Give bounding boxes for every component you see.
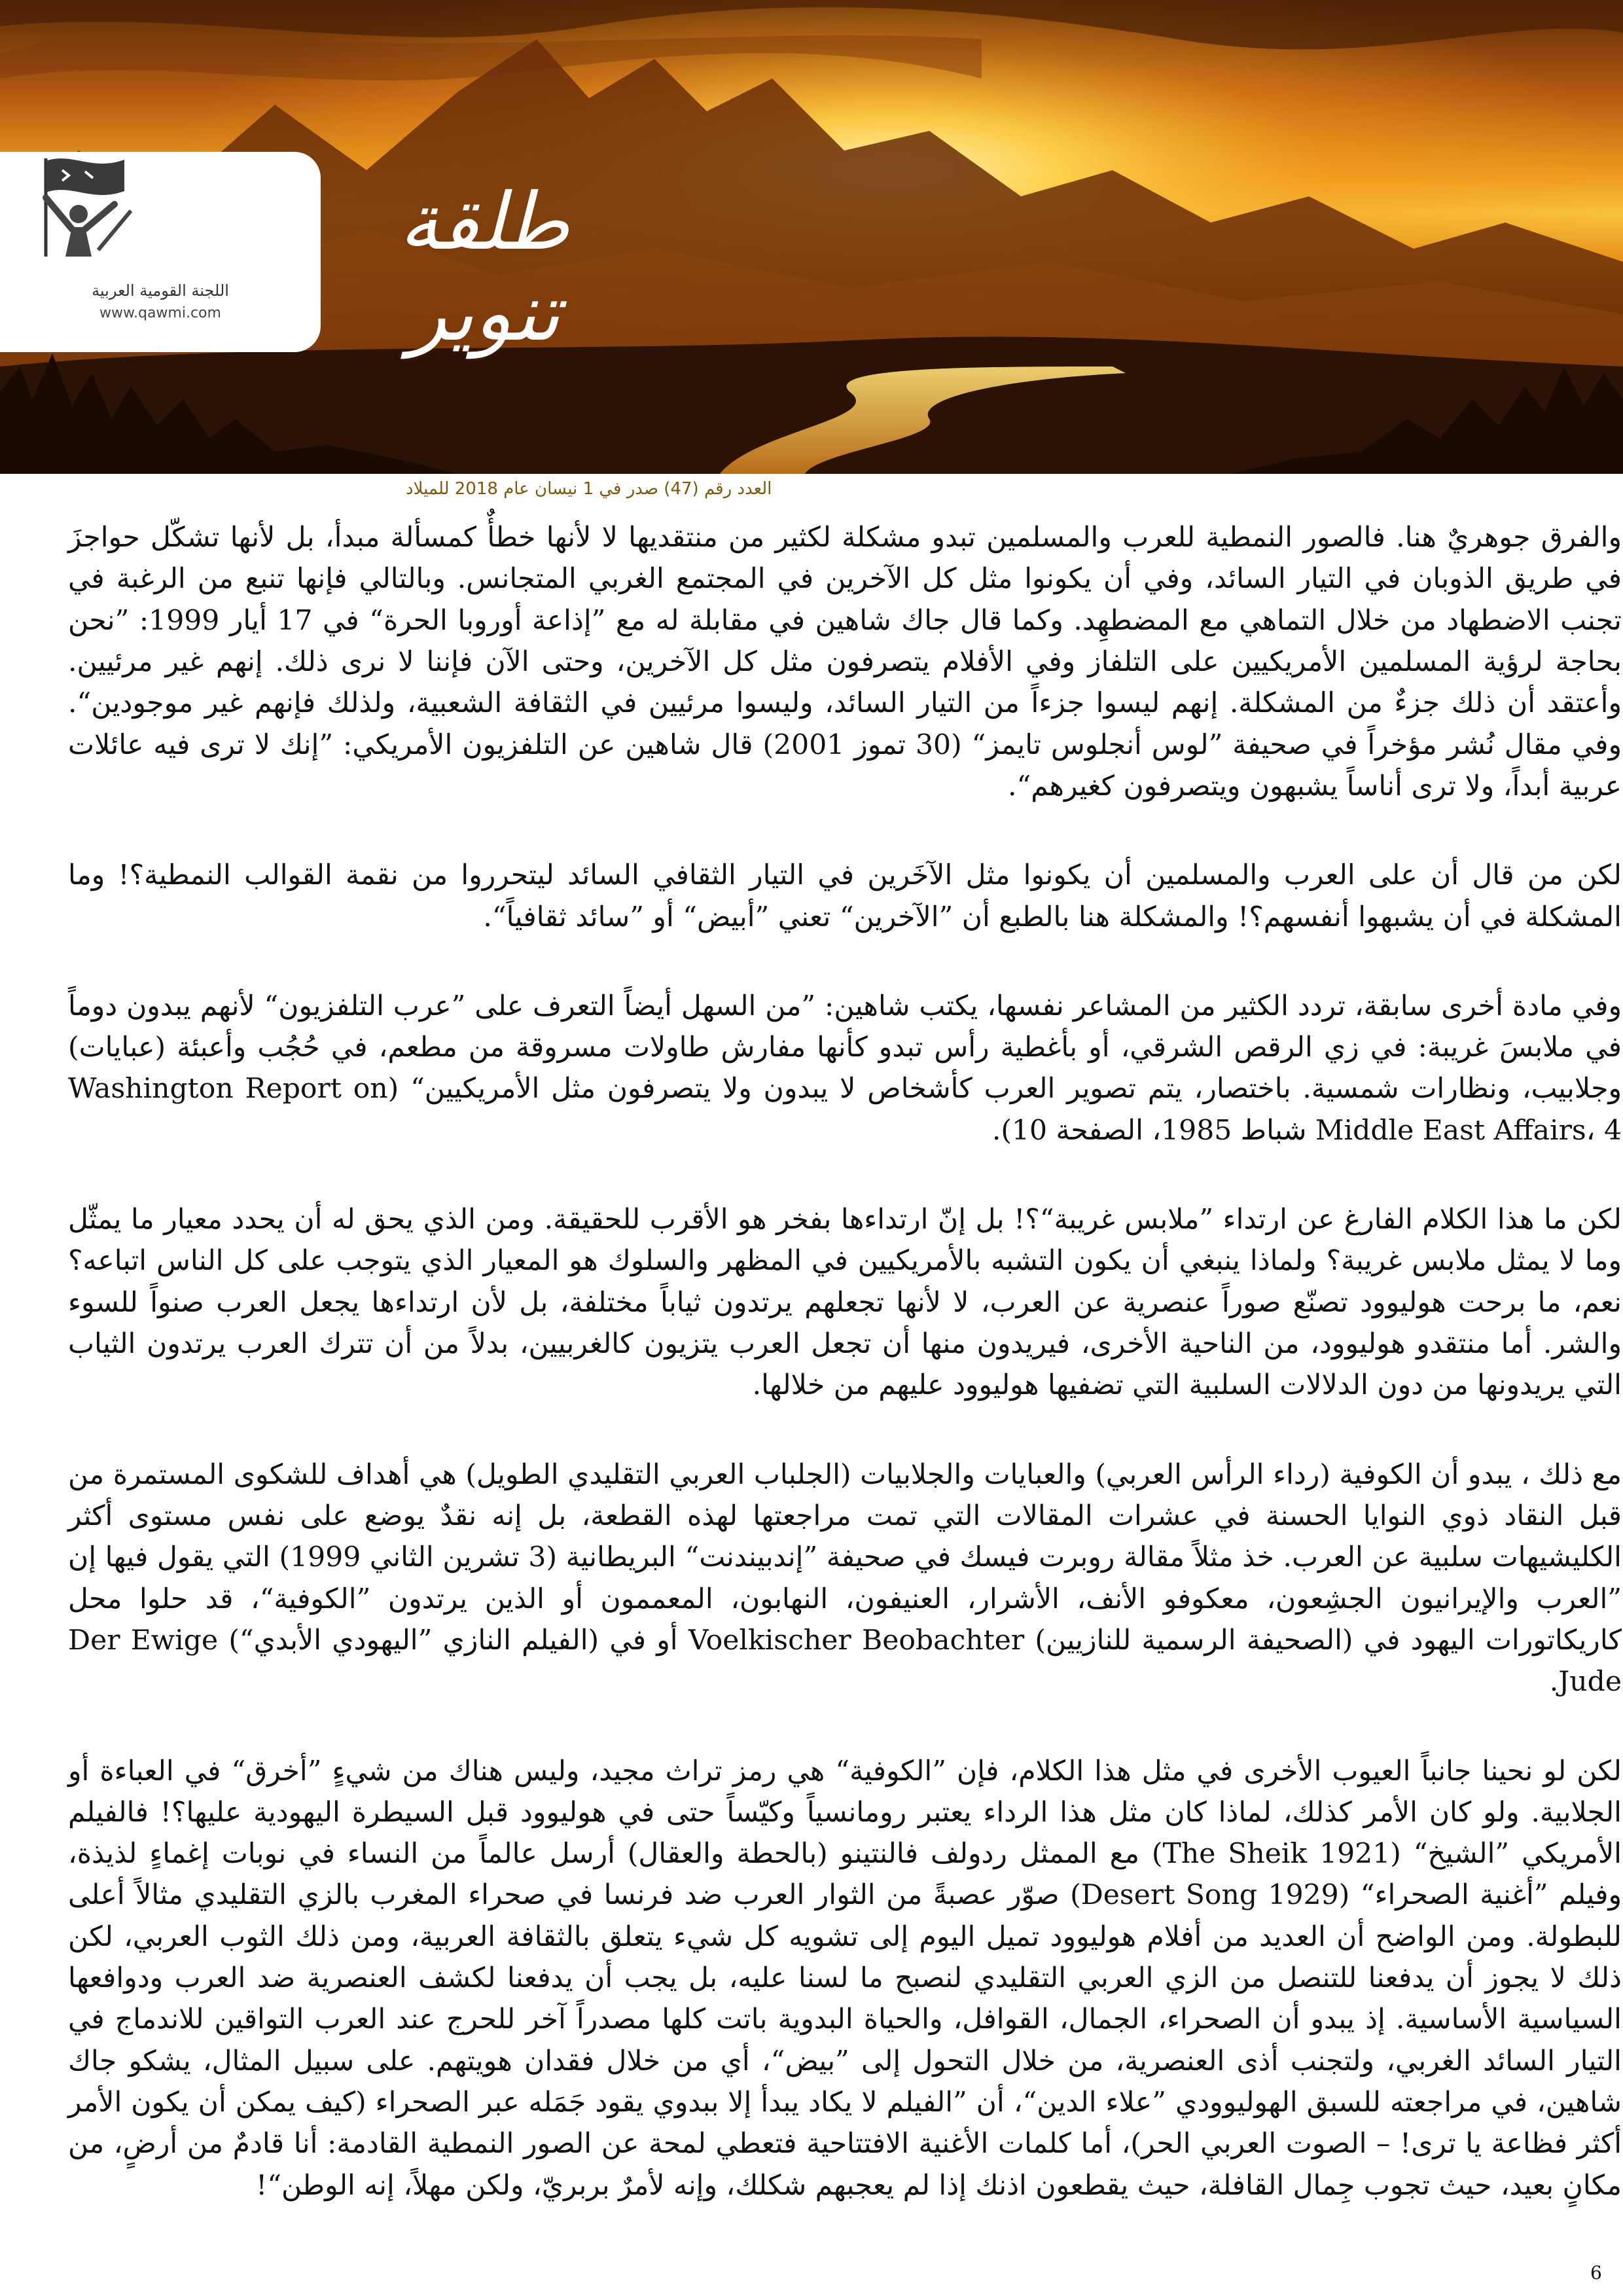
article-body <box>68 517 1622 2254</box>
logo-panel <box>0 152 321 352</box>
article-paragraph: لكن لو نحينا جانباً العيوب الأخرى في مثل هذا الكلام، فإن ”الكوفية“ هي رمز تراث مجيد، وليس هناك من شيءٍ ”أخرق“ في العباءة أو الجلابية. ولو كان الأمر كذلك، لماذا كان مثل هذا الرداء يعتبر رومانسياً وكيّساً حتى في هوليوود قبل السيطرة اليهودية عليها؟! فالفيلم الأمريكي ”الشيخ“ (The Sheik 1921) مع الممثل ردولف فالنتينو (بالحطة والعقال) أرسل عالماً من النساء في نوبات إغماءٍ لذيذة، وفيلم ”أغنية الصحراء“ (Desert Song 1929) صوّر عصبةً من الثوار العرب ضد فرنسا في صحراء المغرب بالزي التقليدي مثالاً أعلى للبطولة. ومن الواضح أن العديد من أفلام هوليوود تميل اليوم إلى تشويه كل شيء يتعلق بالثقافة العربية، ومن ذلك الثوب العربي، لكن ذلك لا يجوز أن يدفعنا للتنصل من الزي العربي التقليدي لنصبح ما لسنا عليه، بل يجب أن يدفعنا لكشف العنصرية ضد العرب ودوافعها السياسية الأساسية. إذ يبدو أن الصحراء، الجمال، القوافل، والحياة البدوية باتت كلها مصدراً آخر للحرج عند العرب التواقين للاندماج في التيار السائد الغربي، ولتجنب أذى العنصرية، من خلال التحول إلى ”بيض“، أي من خلال فقدان هويتهم. على سبيل المثال، يشكو جاك شاهين، في مراجعته للسبق الهوليوودي ”علاء الدين“، أن ”الفيلم لا يكاد يبدأ إلا ببدوي يقود جَمَله عبر الصحراء (كيف يمكن أن يكون الأمر أكثر فظاعة يا ترى! – الصوت العربي الحر)، أما كلمات الأغنية الافتتاحية فتعطي لمحة عن الصور النمطية القادمة: أنا قادمٌ من أرضٍ، من مكانٍ بعيد، حيث تجوب جِمال القافلة، حيث يقطعون اذنك إذا لم يعجبهم شكلك، وإنه لأمرٌ بربريّ، ولكن مهلاً، إنه الوطن“! <box>68 1755 1622 2202</box>
article-paragraph: وفي مادة أخرى سابقة، تردد الكثير من المشاعر نفسها، يكتب شاهين: ”من السهل أيضاً التعرف على ”عرب التلفزيون“ لأنهم يبدون دوماً في ملابسَ غريبة: في زي الرقص الشرقي، أو بأغطية رأس تبدو كأنها مفارش طاولات مسروقة من مطعم، في حُجُب وأعبئة (عبايات) وجلابيب، ونظارات شمسية. باختصار، يتم تصوير العرب كأشخاص لا يبدون ولا يتصرفون مثل الأمريكيين“ (Washington Report on Middle East Affairs، 4 شباط 1985، الصفحة 10). <box>68 990 1622 1147</box>
logo-website: www.qawmi.com <box>99 305 221 321</box>
publication-title: طلقة تنوير <box>399 177 570 359</box>
article-paragraph: والفرق جوهريٌ هنا. فالصور النمطية للعرب والمسلمين تبدو مشكلة لكثير من منتقديها لا لأنها خطأٌ كمسألة مبدأ، بل لأنها تشكّل حواجزَ في طريق الذوبان في التيار السائد، وفي أن يكونوا مثل كل الآخرين في المجتمع الغربي المتجانس. وبالتالي فإنها تنبع من الرغبة في تجنب الاضطهاد من خلال التماهي مع المضطهِد. وكما قال جاك شاهين في مقابلة له مع ”إذاعة أوروبا الحرة“ في 17 أيار 1999: ”نحن بحاجة لرؤية المسلمين الأمريكيين على التلفاز وفي الأفلام يتصرفون مثل كل الآخرين، وحتى الآن فإننا لا نرى ذلك. إنهم غير مرئيين. وأعتقد أن ذلك جزءٌ من المشكلة. إنهم ليسوا جزءاً من التيار السائد، وليسوا مرئيين في الثقافة الشعبية، ولذلك فإنهم غير موجودين“. وفي مقال نُشر مؤخراً في صحيفة ”لوس أنجلوس تايمز“ (30 تموز 2001) قال شاهين عن التلفزيون الأمريكي: ”إنك لا ترى فيه عائلات عربية أبداً، ولا ترى أناساً يشبهون ويتصرفون كغيرهم“. <box>68 522 1622 802</box>
article-paragraph: لكن من قال أن على العرب والمسلمين أن يكونوا مثل الآخَرين في التيار الثقافي السائد ليتحرروا من نقمة القوالب النمطية؟! وما المشكلة في أن يشبهوا أنفسهم؟! والمشكلة هنا بالطبع أن ”الآخرين“ تعني ”أبيض“ أو ”سائد ثقافياً“. <box>68 859 1622 933</box>
page-number: 6 <box>1590 2262 1602 2284</box>
flag-figure-logo-icon <box>0 152 164 263</box>
issue-info: العدد رقم (47) صدر في 1 نيسان عام 2018 للميلاد <box>406 479 772 499</box>
header-banner <box>0 0 1623 474</box>
article-paragraph: لكن ما هذا الكلام الفارغ عن ارتداء ”ملابس غريبة“؟! بل إنّ ارتداءها بفخر هو الأقرب للحقيقة. ومن الذي يحق له أن يحدد معيار ما يمثّل وما لا يمثل ملابس غريبة؟ ولماذا ينبغي أن يكون التشبه بالأمريكيين في المظهر والسلوك هو المعيار الذي يتوجب على كل الناس اتباعه؟ نعم، ما برحت هوليوود تصنّع صوراً عنصرية عن العرب، لا لأنها تجعلهم يرتدون ثياباً مختلفة، بل لأن ارتداءها يجعل العرب صنواً للسوء والشر. أما منتقدو هوليوود، من الناحية الأخرى، فيريدون منها أن تجعل العرب يتزيون كالغربيين، بدلاً من أن تترك العرب يرتدون الثياب التي يريدونها من دون الدلالات السلبية التي تضفيها هوليوود عليهم من خلالها. <box>68 1204 1622 1402</box>
article-paragraph: مع ذلك ، يبدو أن الكوفية (رداء الرأس العربي) والعبايات والجلابيات (الجلباب العربي التقليدي الطويل) هي أهداف للشكوى المستمرة من قبل النقاد ذوي النوايا الحسنة في عشرات المقالات التي تمت مراجعتها لهذه القطعة، بل إنه نقدٌ يوضع على نفس مستوى أكثر الكليشيهات سلبية عن العرب. خذ مثلاً مقالة روبرت فيسك في صحيفة ”إندبيندنت“ البريطانية (3 تشرين الثاني 1999) التي يقول فيها إن ”العرب والإيرانيون الجشِعون، معكوفو الأنف، الأشرار، العنيفون، النهابون، المعممون أو الذين يرتدون ”الكوفية“، قد حلوا محل كاريكاتورات اليهود في (الصحيفة الرسمية للنازيين) Voelkischer Beobachter أو في (الفيلم النازي ”اليهودي الأبدي“) Der Ewige Jude. <box>68 1458 1622 1698</box>
logo-organization-name: اللجنة القومية العربية <box>92 281 229 300</box>
